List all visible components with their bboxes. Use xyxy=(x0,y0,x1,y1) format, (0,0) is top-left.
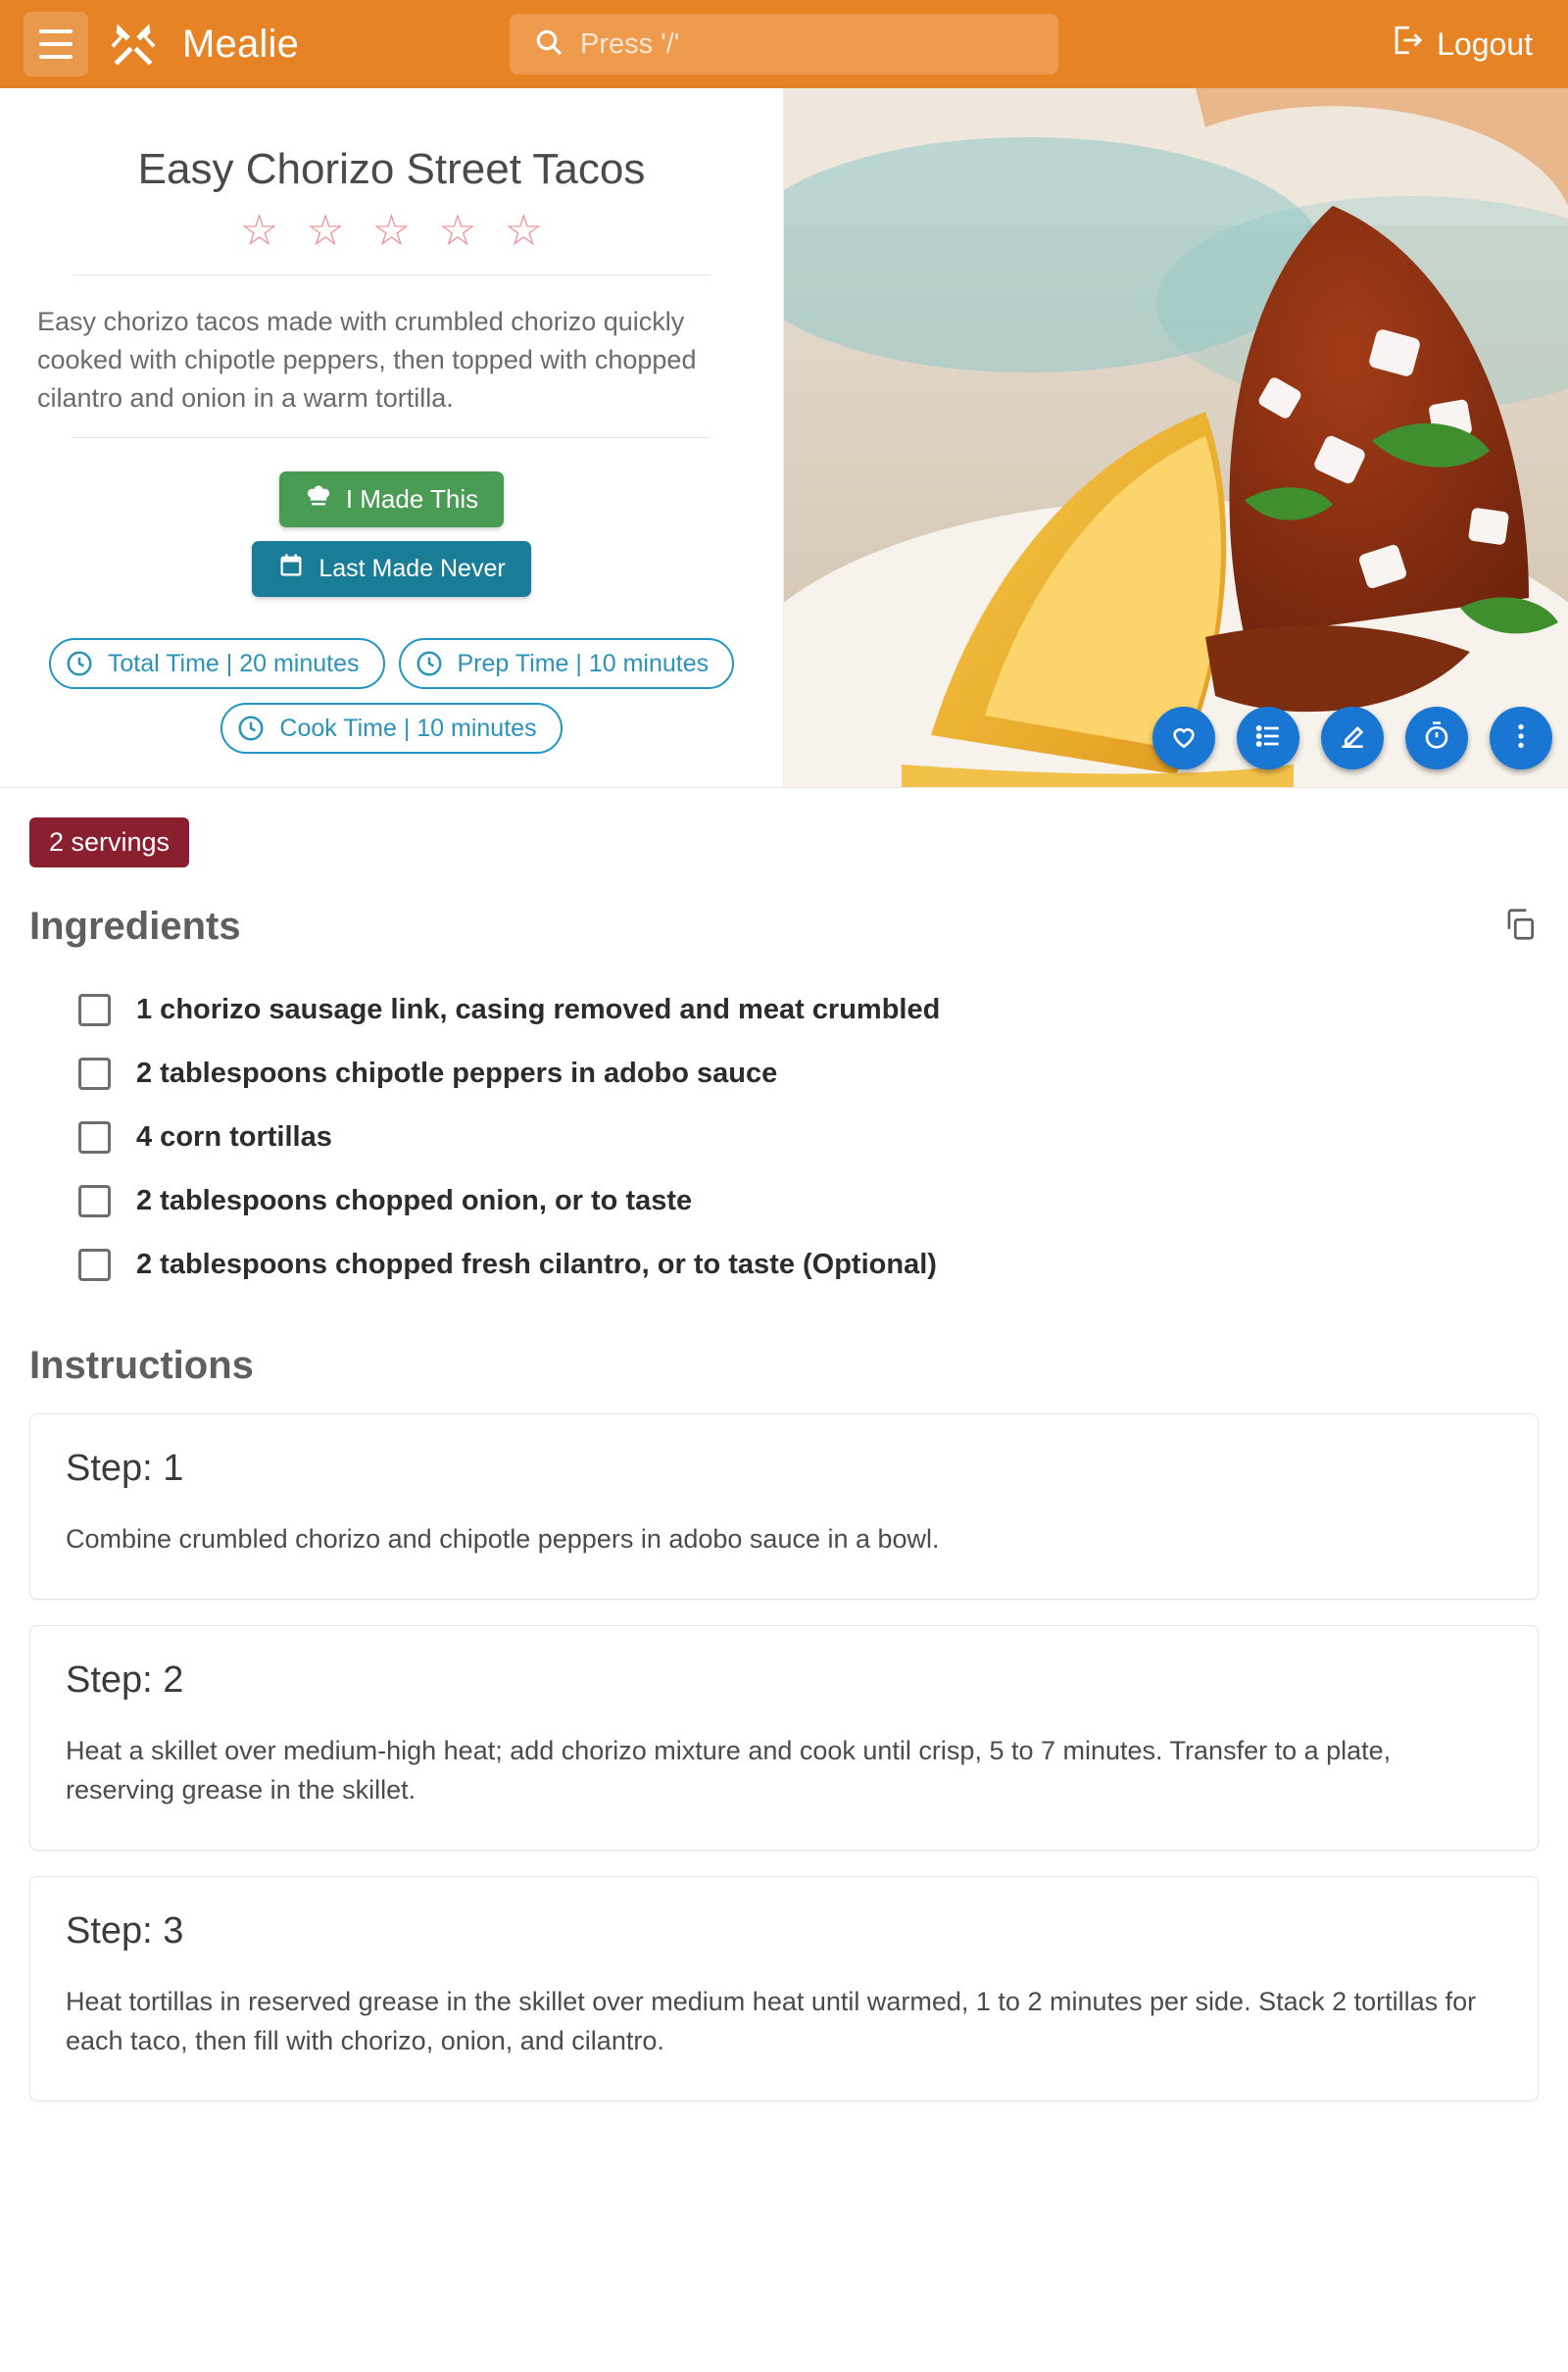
prep-time-chip[interactable] xyxy=(399,638,735,689)
recipe-summary-panel xyxy=(0,88,784,787)
list-item[interactable] xyxy=(29,978,1539,1042)
step-text: Heat tortillas in reserved grease in the skillet over medium heat until warmed, 1 to 2 minutes per side. Stack 2 tortillas for each taco, then fill with chorizo, onion, and cilantro. xyxy=(66,1986,1477,2056)
search-input[interactable] xyxy=(510,14,1058,74)
list-item[interactable] xyxy=(29,1169,1539,1233)
recipe-body xyxy=(0,788,1568,2101)
star-3[interactable]: ☆ xyxy=(371,207,412,255)
divider-bottom xyxy=(73,437,710,438)
ingredient-label: 1 chorizo sausage link, casing removed and meat crumbled xyxy=(136,994,941,1026)
logout-button[interactable] xyxy=(1390,24,1533,65)
timer-button[interactable] xyxy=(1405,707,1468,769)
list-item[interactable] xyxy=(29,1042,1539,1106)
ingredient-label: 2 tablespoons chipotle peppers in adobo sauce xyxy=(136,1058,778,1090)
ingredient-checkbox[interactable] xyxy=(78,1249,111,1281)
ingredients-title: Ingredients xyxy=(29,905,241,949)
timer-icon xyxy=(1421,720,1452,757)
ingredients-list xyxy=(29,978,1539,1297)
ingredient-label: 2 tablespoons chopped fresh cilantro, or to taste (Optional) xyxy=(136,1249,937,1281)
logout-icon xyxy=(1390,24,1423,65)
star-1[interactable]: ☆ xyxy=(239,207,279,255)
last-made-button[interactable] xyxy=(252,541,530,597)
logout-label: Logout xyxy=(1437,25,1533,62)
ingredient-checkbox[interactable] xyxy=(78,994,111,1026)
search-icon xyxy=(533,26,564,63)
instructions-title: Instructions xyxy=(29,1344,254,1388)
step-title: Step: 3 xyxy=(66,1909,184,1952)
calendar-icon xyxy=(277,552,305,586)
time-chips xyxy=(33,638,750,754)
rating-stars[interactable] xyxy=(33,207,750,255)
clock-icon xyxy=(65,649,94,678)
ingredient-checkbox[interactable] xyxy=(78,1185,111,1217)
prep-time-label: Prep Time | 10 minutes xyxy=(457,649,710,677)
fork-knife-logo-icon xyxy=(106,17,161,72)
action-buttons xyxy=(33,471,750,597)
list-item[interactable] xyxy=(29,1233,1539,1297)
cook-time-label: Cook Time | 10 minutes xyxy=(279,714,537,742)
recipe-details-button[interactable] xyxy=(1237,707,1299,769)
chef-hat-icon xyxy=(305,482,332,517)
more-options-button[interactable] xyxy=(1490,707,1552,769)
ingredients-header xyxy=(29,905,1539,949)
clock-icon xyxy=(415,649,444,678)
total-time-label: Total Time | 20 minutes xyxy=(107,649,360,677)
recipe-description: Easy chorizo tacos made with crumbled chorizo quickly cooked with chipotle peppers, then topped with chopped cilantro and onion in a warm tortilla. xyxy=(37,307,697,414)
clock-icon xyxy=(236,714,266,743)
star-2[interactable]: ☆ xyxy=(306,207,345,255)
cook-time-chip[interactable] xyxy=(220,703,562,754)
recipe-hero xyxy=(0,88,1568,788)
ingredient-checkbox[interactable] xyxy=(78,1058,111,1090)
dots-vertical-icon xyxy=(1505,720,1537,757)
page-title: Easy Chorizo Street Tacos xyxy=(137,145,646,193)
heart-icon xyxy=(1168,720,1200,757)
star-4[interactable]: ☆ xyxy=(438,207,477,255)
instruction-step[interactable] xyxy=(29,1413,1539,1600)
app-bar xyxy=(0,0,1568,88)
last-made-label: Last Made Never xyxy=(318,555,506,583)
ingredient-label: 2 tablespoons chopped onion, or to taste xyxy=(136,1185,693,1217)
step-text: Heat a skillet over medium-high heat; add chorizo mixture and cook until crisp, 5 to 7 minutes. Transfer to a plate, reserving grease in the skillet. xyxy=(66,1735,1392,1805)
search-placeholder: Press '/' xyxy=(580,27,680,60)
i-made-this-button[interactable] xyxy=(279,471,504,527)
recipe-image xyxy=(784,88,1568,787)
recipe-action-fabs xyxy=(1152,707,1552,769)
favorite-button[interactable] xyxy=(1152,707,1215,769)
instruction-step[interactable] xyxy=(29,1625,1539,1851)
ingredient-checkbox[interactable] xyxy=(78,1121,111,1154)
edit-recipe-button[interactable] xyxy=(1321,707,1384,769)
step-title: Step: 2 xyxy=(66,1658,184,1701)
i-made-this-label: I Made This xyxy=(345,484,479,515)
pencil-icon xyxy=(1337,720,1368,757)
step-title: Step: 1 xyxy=(66,1448,184,1490)
app-title: Mealie xyxy=(182,22,300,66)
instructions-list xyxy=(29,1413,1539,2101)
copy-icon[interactable] xyxy=(1501,906,1539,948)
hamburger-menu-icon[interactable] xyxy=(24,12,88,76)
divider-top xyxy=(73,274,710,275)
list-icon xyxy=(1252,720,1284,757)
star-5[interactable]: ☆ xyxy=(504,207,544,255)
list-item[interactable] xyxy=(29,1106,1539,1169)
step-text: Combine crumbled chorizo and chipotle peppers in adobo sauce in a bowl. xyxy=(66,1524,940,1555)
instruction-step[interactable] xyxy=(29,1876,1539,2101)
ingredient-label: 4 corn tortillas xyxy=(136,1121,332,1154)
total-time-chip[interactable] xyxy=(49,638,385,689)
servings-badge[interactable]: 2 servings xyxy=(29,817,189,867)
recipe-photo xyxy=(784,88,1568,787)
